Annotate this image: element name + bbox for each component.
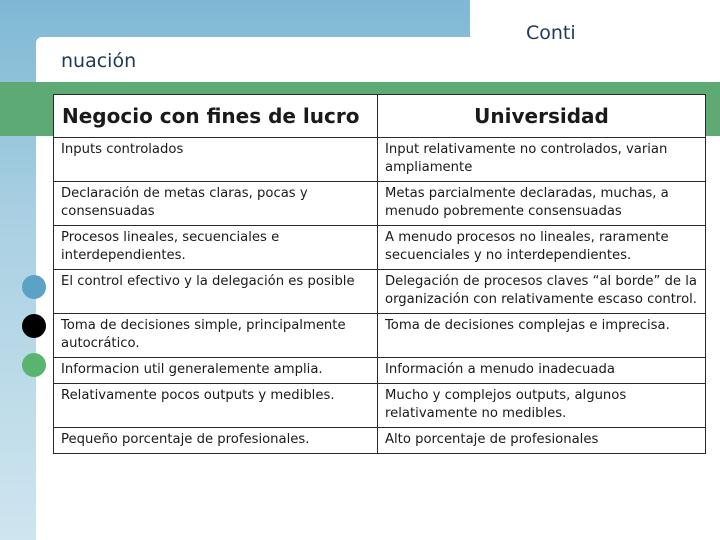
decorative-dot-black [22,314,46,338]
cell-business: Declaración de metas claras, pocas y consensuadas [54,182,378,226]
cell-university: Alto porcentaje de profesionales [378,428,706,454]
header-university: Universidad [378,95,706,138]
cell-business: Toma de decisiones simple, principalmente autocrático. [54,314,378,358]
cell-university: Toma de decisiones complejas e imprecisa. [378,314,706,358]
cell-business: Procesos lineales, secuenciales e interdependientes. [54,226,378,270]
title-part-2: nuación [61,50,137,72]
cell-business: El control efectivo y la delegación es posible [54,270,378,314]
cell-business: Informacion util generalemente amplia. [54,358,378,384]
table-row [54,428,706,454]
cell-business: Pequeño porcentaje de profesionales. [54,428,378,454]
header-business: Negocio con fines de lucro [54,95,378,138]
decorative-dot-green [22,353,46,377]
table-row [54,226,706,270]
table-row [54,384,706,428]
cell-business: Inputs controlados [54,138,378,182]
cell-university: A menudo procesos no lineales, raramente secuenciales y no interdependientes. [378,226,706,270]
table-row [54,138,706,182]
cell-university: Input relativamente no controlados, varian ampliamente [378,138,706,182]
title-part-1: Conti [526,22,576,44]
cell-university: Metas parcialmente declaradas, muchas, a menudo pobremente consensuadas [378,182,706,226]
table-row [54,182,706,226]
cell-university: Delegación de procesos claves “al borde” de la organización con relativamente escaso control. [378,270,706,314]
table-row [54,314,706,358]
cell-business: Relativamente pocos outputs y medibles. [54,384,378,428]
decorative-dot-blue [22,275,46,299]
cell-university: Mucho y complejos outputs, algunos relativamente no medibles. [378,384,706,428]
table-header-row [54,95,706,138]
comparison-table [53,94,706,454]
table-row [54,358,706,384]
table-row [54,270,706,314]
cell-university: Información a menudo inadecuada [378,358,706,384]
title-card [470,0,720,72]
